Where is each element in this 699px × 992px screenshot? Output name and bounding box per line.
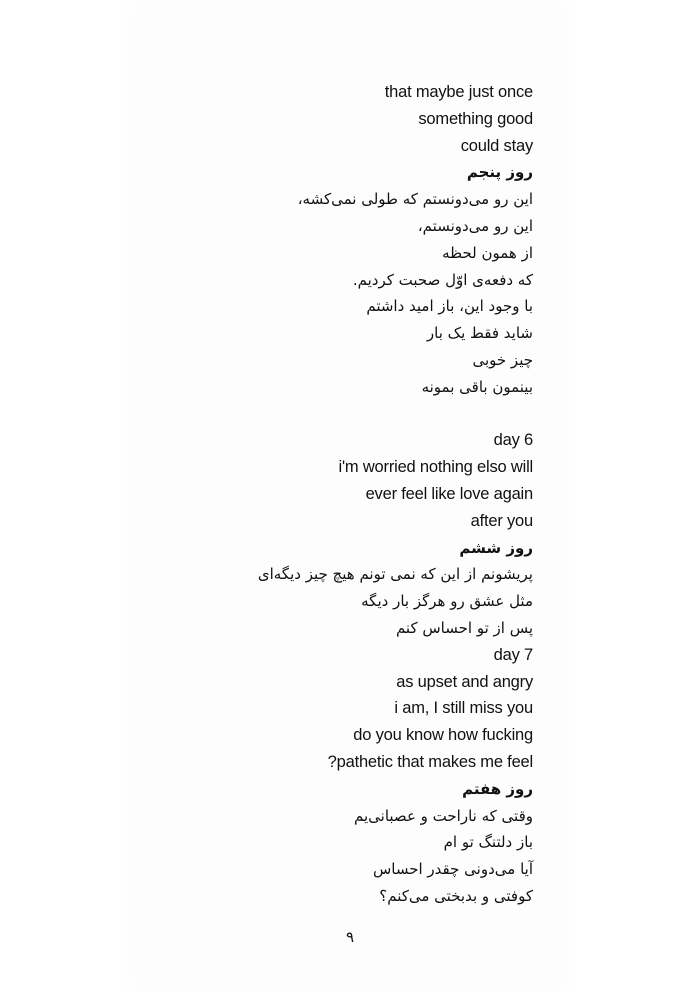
poem-line: بینمون باقی بمونه — [421, 377, 533, 396]
poem-line: ever feel like love again — [365, 484, 533, 503]
day-heading: روز هفتم — [462, 779, 533, 798]
day-heading: day 6 — [493, 431, 533, 450]
poem-line: پس از تو احساس کنم — [395, 618, 533, 637]
poem-line: i am, I still miss you — [394, 699, 533, 718]
poem-text — [93, 79, 533, 910]
poem-line: that maybe just once — [384, 83, 533, 101]
day-heading: روز ششم — [459, 538, 533, 557]
poem-line: با وجود این، باز امید داشتم — [366, 297, 533, 316]
poem-line: something good — [418, 109, 533, 128]
day-heading: روز پنجم — [466, 163, 533, 182]
page-number: ۹ — [345, 928, 355, 946]
poem-line: as upset and angry — [396, 672, 533, 691]
poem-line: آیا می‌دونی چقدر احساس — [372, 860, 533, 879]
poem-line: could stay — [460, 136, 533, 155]
stanza-gap — [93, 401, 533, 428]
poem-line: که دفعه‌ی اوّل صحبت کردیم. — [352, 270, 533, 289]
day-heading: day 7 — [493, 645, 533, 664]
poem-line: این رو می‌دونستم که طولی نمی‌کشه، — [297, 190, 533, 209]
poem-line: i'm worried nothing elso will — [338, 458, 533, 477]
poem-line: do you know how fucking — [353, 726, 533, 745]
poem-line: وقتی که ناراحت و عصبانی‌یم — [354, 806, 533, 825]
poem-line: شاید فقط یک بار — [426, 324, 533, 343]
poem-line: این رو می‌دونستم، — [417, 216, 533, 235]
poem-line: از همون لحظه — [442, 243, 533, 262]
poem-line: ?pathetic that makes me feel — [327, 752, 533, 771]
poem-line: after you — [470, 511, 533, 530]
poem-line: کوفتی و بدبختی می‌کنم؟ — [379, 886, 533, 905]
poem-line: باز دلتنگ تو ام — [443, 833, 533, 852]
poem-line: چیز خوبی — [472, 350, 533, 369]
poem-line: پریشونم از این که نمی تونم هیچ چیز دیگه‌ای — [257, 565, 533, 584]
poem-line: مثل عشق رو هرگز بار دیگه — [361, 592, 533, 611]
